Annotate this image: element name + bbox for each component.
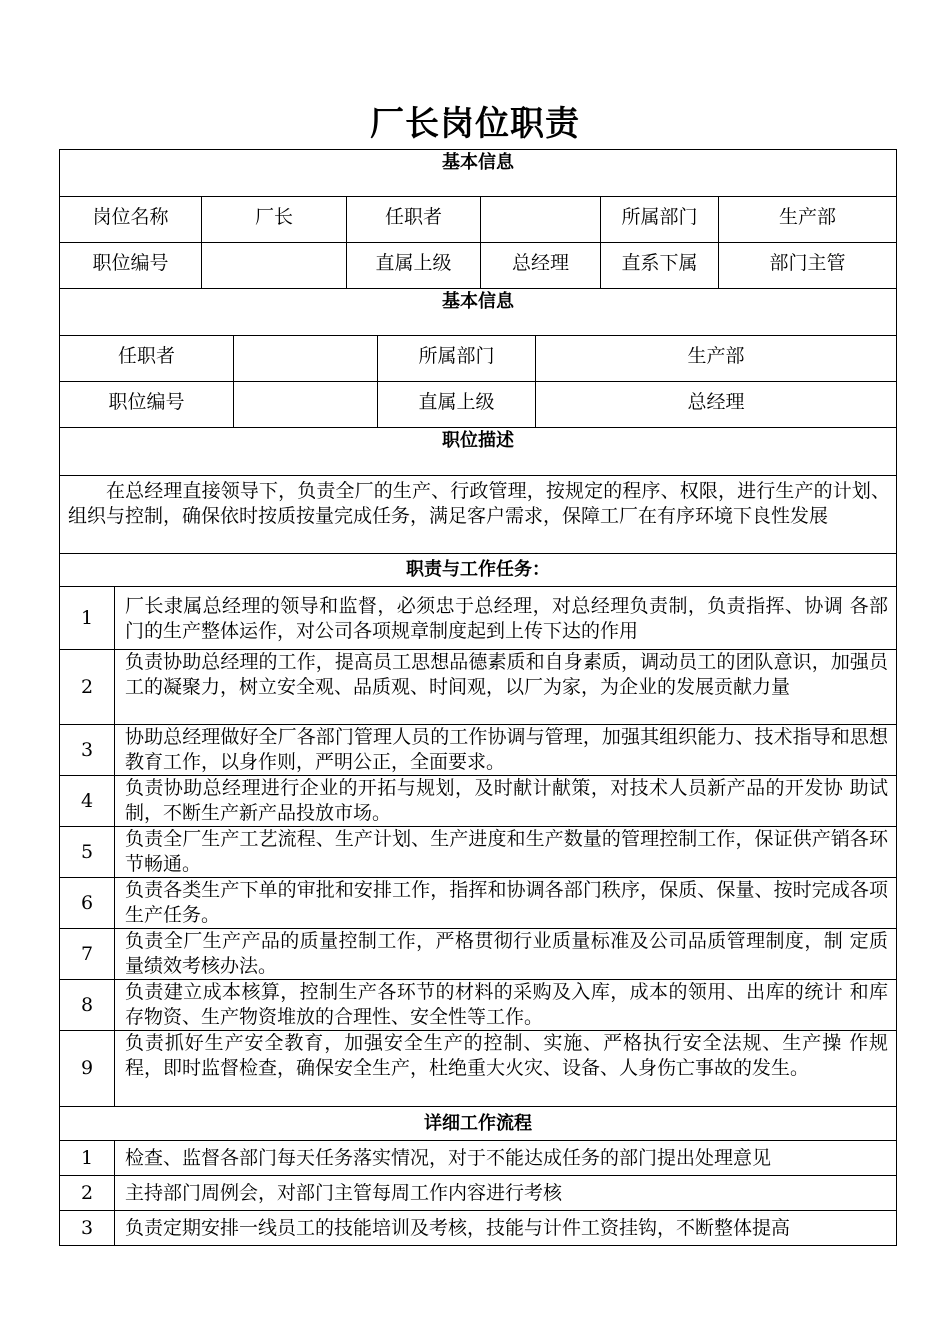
section-header: 基本信息 [60,289,897,336]
label-cell: 直属上级 [347,243,481,289]
workflow-number: 3 [60,1211,115,1246]
duty-number: 7 [60,929,115,980]
value-cell: 生产部 [536,336,897,382]
duty-number: 3 [60,725,115,776]
label-cell: 直系下属 [601,243,719,289]
duty-number: 1 [60,587,115,650]
duty-text: 负责抓好生产安全教育，加强安全生产的控制、实施、严格执行安全法规、生产操 作规程，即时监督检查，确保安全生产，杜绝重大火灾、设备、人身伤亡事故的发生。 [115,1031,897,1107]
description-header: 职位描述 [60,428,897,476]
value-cell [202,243,347,289]
duty-text: 负责协助总经理的工作，提高员工思想品德素质和自身素质，调动员工的团队意识，加强员工的凝聚力，树立安全观、品质观、时间观，以厂为家，为企业的发展贡献力量 [115,650,897,725]
section-header: 基本信息 [60,150,897,197]
workflow-number: 1 [60,1141,115,1176]
basic-info-table-2 [59,288,897,428]
duty-number: 6 [60,878,115,929]
workflow-number: 2 [60,1176,115,1211]
label-cell: 所属部门 [601,197,719,243]
value-cell [234,382,378,428]
label-cell: 职位编号 [60,382,234,428]
duty-text: 负责建立成本核算，控制生产各环节的材料的采购及入库，成本的领用、出库的统计 和库存物资、生产物资堆放的合理性、安全性等工作。 [115,980,897,1031]
duty-text: 负责全厂生产工艺流程、生产计划、生产进度和生产数量的管理控制工作，保证供产销各环节畅通。 [115,827,897,878]
value-cell: 厂长 [202,197,347,243]
duty-text: 协助总经理做好全厂各部门管理人员的工作协调与管理，加强其组织能力、技术指导和思想教育工作，以身作则，严明公正，全面要求。 [115,725,897,776]
duty-text: 厂长隶属总经理的领导和监督，必须忠于总经理，对总经理负责制，负责指挥、协调 各部门的生产整体运作，对公司各项规章制度起到上传下达的作用 [115,587,897,650]
duties-header: 职责与工作任务： [60,554,897,587]
label-cell: 任职者 [347,197,481,243]
value-cell: 部门主管 [719,243,897,289]
duty-number: 9 [60,1031,115,1107]
label-cell: 岗位名称 [60,197,202,243]
value-cell [481,197,601,243]
label-cell: 所属部门 [378,336,536,382]
duty-number: 5 [60,827,115,878]
description-text: 在总经理直接领导下，负责全厂的生产、行政管理，按规定的程序、权限，进行生产的计划、组织与控制，确保依时按质按量完成任务，满足客户需求，保障工厂在有序环境下良性发展 [60,476,897,554]
duty-text: 负责各类生产下单的审批和安排工作，指挥和协调各部门秩序，保质、保量、按时完成各项生产任务。 [115,878,897,929]
value-cell [234,336,378,382]
label-cell: 任职者 [60,336,234,382]
duties-table [59,427,897,1246]
value-cell: 总经理 [536,382,897,428]
label-cell: 直属上级 [378,382,536,428]
basic-info-table-1 [59,149,897,289]
workflow-text: 主持部门周例会，对部门主管每周工作内容进行考核 [115,1176,897,1211]
workflow-header: 详细工作流程 [60,1107,897,1141]
workflow-text: 负责定期安排一线员工的技能培训及考核，技能与计件工资挂钩，不断整体提高 [115,1211,897,1246]
page-title: 厂长岗位职责 [370,104,580,144]
duty-number: 8 [60,980,115,1031]
duty-number: 2 [60,650,115,725]
duty-number: 4 [60,776,115,827]
value-cell: 总经理 [481,243,601,289]
duty-text: 负责协助总经理进行企业的开拓与规划，及时献计献策，对技术人员新产品的开发协 助试制，不断生产新产品投放市场。 [115,776,897,827]
value-cell: 生产部 [719,197,897,243]
workflow-text: 检查、监督各部门每天任务落实情况，对于不能达成任务的部门提出处理意见 [115,1141,897,1176]
label-cell: 职位编号 [60,243,202,289]
duty-text: 负责全厂生产产品的质量控制工作，严格贯彻行业质量标准及公司品质管理制度，制 定质量绩效考核办法。 [115,929,897,980]
